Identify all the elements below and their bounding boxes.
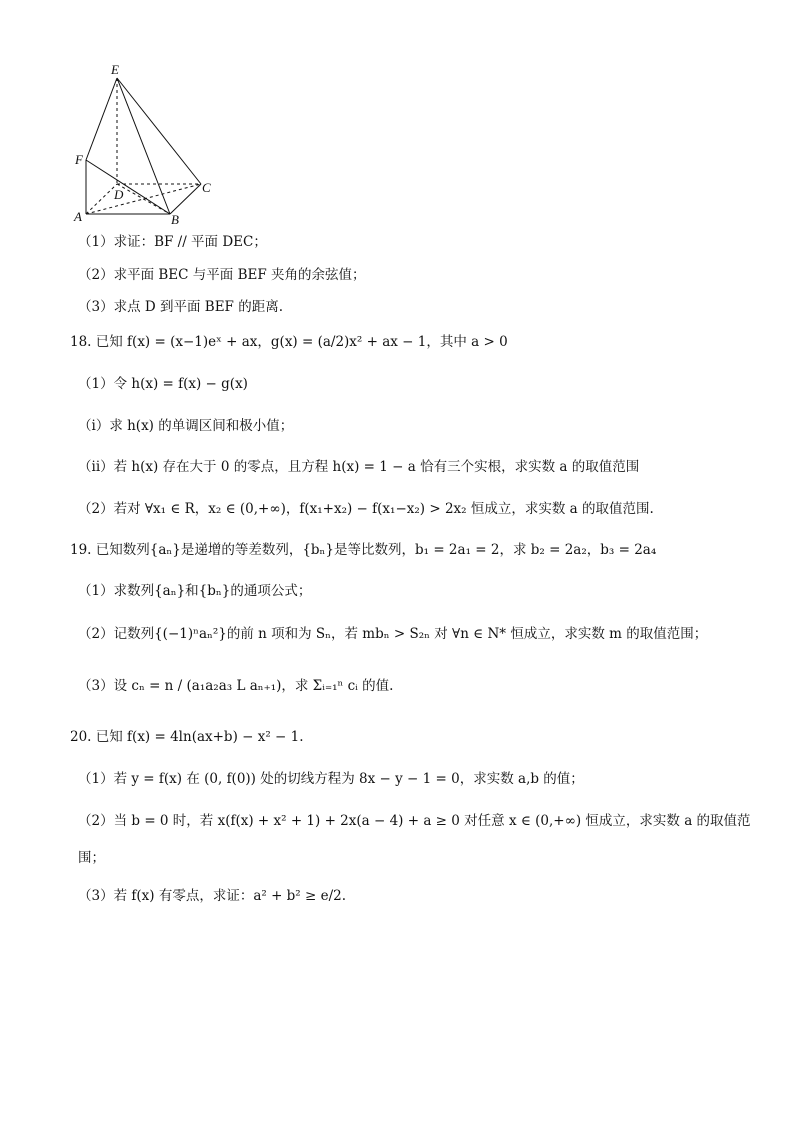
edge-AD-hidden [86,184,117,214]
q18-part1-i: （i）求 h(x) 的单调区间和极小值； [78,418,294,434]
label-A: A [74,209,82,224]
q18-stem: 18. 已知 f(x) = (x−1)eˣ + ax，g(x) = (a/2)x² + ax − 1，其中 a > 0 [70,334,508,350]
q18-part1-ii: （ii）若 h(x) 存在大于 0 的零点，且方程 h(x) = 1 − a 恰有三个实根，求实数 a 的取值范围 [78,459,640,475]
q20-part2-line1: （2）当 b = 0 时，若 x(f(x) + x² + 1) + 2x(a − 4) + a ≥ 0 对任意 x ∈ (0,+∞) 恒成立，求实数 a 的取值范 [78,813,751,829]
pyramid-figure [70,62,230,227]
label-C: C [202,180,211,195]
label-D: D [114,187,124,202]
edge-EC [117,78,201,184]
edge-FB [86,160,170,214]
q17-part3: （3）求点 D 到平面 BEF 的距离. [78,299,284,315]
q20-part3: （3）若 f(x) 有零点，求证：a² + b² ≥ e/2. [78,888,347,904]
edge-DB-hidden [117,184,170,214]
q19-stem: 19. 已知数列{aₙ}是递增的等差数列，{bₙ}是等比数列，b₁ = 2a₁ = 2，求 b₂ = 2a₂，b₃ = 2a₄ [70,542,657,558]
q17-part2: （2）求平面 BEC 与平面 BEF 夹角的余弦值； [78,267,366,283]
q19-part3: （3）设 cₙ = n / (a₁a₂a₃ L aₙ₊₁)，求 Σᵢ₌₁ⁿ cᵢ 的值. [78,678,394,694]
q20-part1: （1）若 y = f(x) 在 (0, f(0)) 处的切线方程为 8x − y − 1 = 0，求实数 a,b 的值； [78,771,584,787]
q20-stem: 20. 已知 f(x) = 4ln(ax+b) − x² − 1. [70,729,304,745]
q19-part1: （1）求数列{aₙ}和{bₙ}的通项公式； [78,583,312,599]
q18-part2: （2）若对 ∀x₁ ∈ R，x₂ ∈ (0,+∞)，f(x₁+x₂) − f(x₁−x₂) > 2x₂ 恒成立，求实数 a 的取值范围. [78,501,654,517]
q18-part1: （1）令 h(x) = f(x) − g(x) [78,376,248,392]
q17-part1: （1）求证：BF // 平面 DEC； [78,234,267,250]
label-F: F [75,152,83,167]
edge-EB [117,78,170,214]
edge-EF [86,78,117,160]
label-B: B [171,212,179,227]
label-E: E [111,62,119,77]
q20-part2-line2: 围； [78,850,105,866]
q19-part2: （2）记数列{(−1)ⁿaₙ²}的前 n 项和为 Sₙ，若 mbₙ > S₂ₙ 对 ∀n ∈ N* 恒成立，求实数 m 的取值范围； [78,626,708,642]
